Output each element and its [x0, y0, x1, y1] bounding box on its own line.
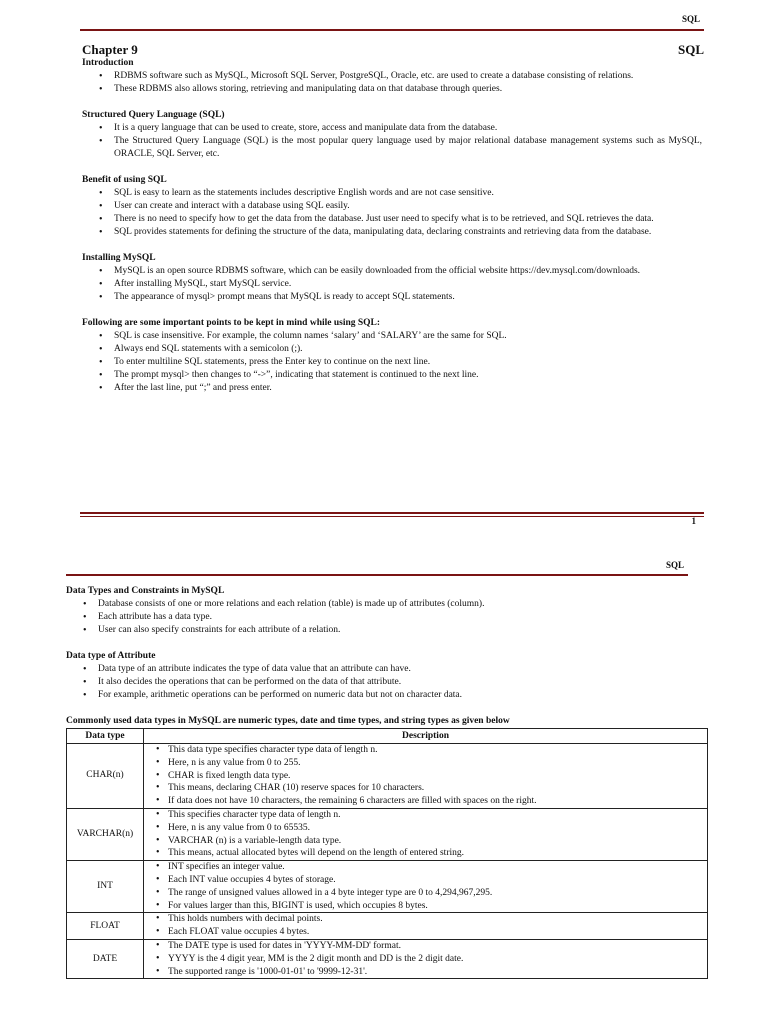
page-1-content — [82, 57, 702, 408]
section-heading: Following are some important points to be kept in mind while using SQL: — [82, 318, 381, 328]
list-item: • The DATE type is used for dates in 'YYYY-MM-DD' format. — [168, 940, 707, 953]
list-item: • Each INT value occupies 4 bytes of storage. — [168, 874, 707, 887]
list-item: • Here, n is any value from 0 to 255. — [168, 757, 707, 770]
list-item: • To enter multiline SQL statements, press the Enter key to continue on the next line. — [114, 356, 702, 369]
description-cell — [144, 861, 708, 913]
description-cell — [144, 939, 708, 978]
bullet-list — [66, 598, 712, 637]
description-cell — [144, 744, 708, 809]
section-data-types-constraints — [66, 585, 712, 637]
bullet-list — [144, 913, 707, 939]
list-item: • SQL is case insensitive. For example, the column names ‘salary’ and ‘SALARY’ are the same for SQL. — [114, 330, 702, 343]
document-page-2 — [0, 548, 768, 1024]
list-item: • It is a query language that can be used to create, store, access and manipulate data from the database. — [114, 122, 702, 135]
column-header-description: Description — [144, 729, 708, 744]
list-item: • These RDBMS also allows storing, retrieving and manipulating data on that database through queries. — [114, 83, 702, 96]
chapter-subject: SQL — [677, 42, 704, 57]
list-item: • If data does not have 10 characters, the remaining 6 characters are filled with spaces on the right. — [168, 795, 707, 808]
section-heading: Introduction — [82, 58, 134, 68]
section-heading: Structured Query Language (SQL) — [82, 110, 225, 120]
list-item: • The supported range is '1000-01-01' to '9999-12-31'. — [168, 966, 707, 979]
bullet-list — [144, 861, 707, 912]
section-attribute-data-type — [66, 650, 712, 702]
header-rule — [66, 574, 688, 576]
table-row — [67, 861, 708, 913]
bullet-list — [144, 940, 707, 978]
list-item: • Data type of an attribute indicates the type of data value that an attribute can have. — [98, 663, 712, 676]
table-row — [67, 808, 708, 860]
running-header: SQL — [665, 560, 684, 570]
table-caption: Commonly used data types in MySQL are numeric types, date and time types, and string types as given below — [66, 716, 510, 726]
bullet-list — [144, 809, 707, 860]
bullet-list — [66, 663, 712, 702]
list-item: • The prompt mysql> then changes to “->”, indicating that statement is continued to the next line. — [114, 369, 702, 382]
table-row — [67, 939, 708, 978]
table-row — [67, 913, 708, 940]
type-cell: VARCHAR(n) — [67, 808, 144, 860]
list-item: • This holds numbers with decimal points. — [168, 913, 707, 926]
chapter-title-row — [82, 42, 704, 58]
page-number: 1 — [691, 516, 696, 526]
column-header-data-type: Data type — [67, 729, 144, 744]
section-heading: Data Types and Constraints in MySQL — [66, 586, 225, 596]
list-item: • After the last line, put “;” and press enter. — [114, 382, 702, 395]
type-cell: DATE — [67, 939, 144, 978]
list-item: • The Structured Query Language (SQL) is the most popular query language used by major relational database management systems such as MySQL, ORACLE, SQL Server, etc. — [114, 135, 702, 161]
list-item: • There is no need to specify how to get the data from the database. Just user need to specify what is to be retrieved, and SQL retrieves the data. — [114, 213, 702, 226]
list-item: • RDBMS software such as MySQL, Microsoft SQL Server, PostgreSQL, Oracle, etc. are used to create a database consisting of relations. — [114, 70, 702, 83]
chapter-title: Chapter 9 — [82, 42, 138, 57]
section-introduction — [82, 57, 702, 96]
running-header: SQL — [681, 14, 700, 24]
type-cell: INT — [67, 861, 144, 913]
list-item: • VARCHAR (n) is a variable-length data type. — [168, 835, 707, 848]
list-item: • This specifies character type data of length n. — [168, 809, 707, 822]
header-rule — [80, 29, 704, 31]
list-item: • Always end SQL statements with a semicolon (;). — [114, 343, 702, 356]
bullet-list — [82, 122, 702, 161]
list-item: • User can also specify constraints for each attribute of a relation. — [98, 624, 712, 637]
description-cell — [144, 913, 708, 940]
list-item: • This data type specifies character type data of length n. — [168, 744, 707, 757]
list-item: • The range of unsigned values allowed in a 4 byte integer type are 0 to 4,294,967,295. — [168, 887, 707, 900]
list-item: • SQL is easy to learn as the statements includes descriptive English words and are not case sensitive. — [114, 187, 702, 200]
list-item: • YYYY is the 4 digit year, MM is the 2 digit month and DD is the 2 digit date. — [168, 953, 707, 966]
list-item: • Here, n is any value from 0 to 65535. — [168, 822, 707, 835]
section-important-points — [82, 317, 702, 395]
bullet-list — [82, 265, 702, 304]
list-item: • This means, declaring CHAR (10) reserve spaces for 10 characters. — [168, 782, 707, 795]
list-item: • INT specifies an integer value. — [168, 861, 707, 874]
bullet-list — [82, 187, 702, 239]
section-benefits — [82, 174, 702, 239]
list-item: • After installing MySQL, start MySQL service. — [114, 278, 702, 291]
bullet-list — [82, 330, 702, 395]
bullet-list — [144, 744, 707, 808]
table-header-row — [67, 729, 708, 744]
section-heading: Installing MySQL — [82, 253, 156, 263]
list-item: • Each attribute has a data type. — [98, 611, 712, 624]
table-row — [67, 744, 708, 809]
page-2-content — [66, 585, 712, 979]
list-item: • It also decides the operations that can be performed on the data of that attribute. — [98, 676, 712, 689]
list-item: • CHAR is fixed length data type. — [168, 770, 707, 783]
section-installing-mysql — [82, 252, 702, 304]
list-item: • This means, actual allocated bytes will depend on the length of entered string. — [168, 847, 707, 860]
footer-rule — [80, 512, 704, 517]
list-item: • SQL provides statements for defining the structure of the data, manipulating data, declaring constraints and retrieving data from the database. — [114, 226, 702, 239]
bullet-list — [82, 70, 702, 96]
list-item: • For example, arithmetic operations can be performed on numeric data but not on character data. — [98, 689, 712, 702]
list-item: • The appearance of mysql> prompt means that MySQL is ready to accept SQL statements. — [114, 291, 702, 304]
section-heading: Benefit of using SQL — [82, 175, 167, 185]
type-cell: FLOAT — [67, 913, 144, 940]
type-cell: CHAR(n) — [67, 744, 144, 809]
list-item: • MySQL is an open source RDBMS software, which can be easily downloaded from the official website https://dev.mysql.com/downloads. — [114, 265, 702, 278]
section-heading: Data type of Attribute — [66, 651, 156, 661]
list-item: • User can create and interact with a database using SQL easily. — [114, 200, 702, 213]
description-cell — [144, 808, 708, 860]
list-item: • Database consists of one or more relations and each relation (table) is made up of attributes (column). — [98, 598, 712, 611]
section-sql-definition — [82, 109, 702, 161]
list-item: • For values larger than this, BIGINT is used, which occupies 8 bytes. — [168, 900, 707, 913]
data-types-table — [66, 728, 708, 979]
list-item: • Each FLOAT value occupies 4 bytes. — [168, 926, 707, 939]
